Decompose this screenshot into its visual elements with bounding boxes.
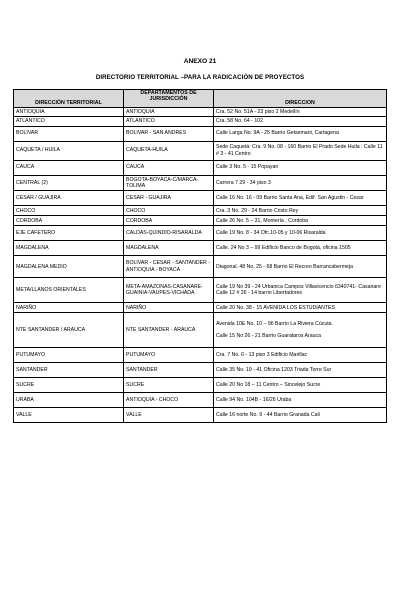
- cell-departments: ANTIOQUIA - CHOCO: [124, 393, 214, 408]
- cell-territorial: CESAR / GUAJIRA: [14, 191, 124, 206]
- cell-address: [214, 226, 387, 241]
- cell-departments: CAQUETA-HUILA: [124, 141, 214, 160]
- table-row: [14, 348, 387, 363]
- cell-address: [214, 206, 387, 216]
- cell-territorial: VALLE: [14, 408, 124, 423]
- cell-departments: MAGDALENA: [124, 241, 214, 256]
- cell-address: [214, 278, 387, 303]
- header-territorial: DIRECCIÓN TERRITORIAL: [14, 90, 124, 108]
- cell-address: [214, 241, 387, 256]
- territorial-directory-table: [13, 89, 387, 423]
- cell-address: [214, 175, 387, 191]
- cell-departments: NARIÑO: [124, 303, 214, 313]
- cell-address: [214, 191, 387, 206]
- cell-territorial: SANTANDER: [14, 363, 124, 378]
- table-row: [14, 160, 387, 175]
- address-line: Calle 19 No. 8 - 34 Ofc.10-05 y 10-06 Risaralda: [216, 230, 326, 237]
- address-line: Cra. 3 No. 29 - 24 Barrio Cristo Rey: [216, 207, 299, 214]
- cell-address: [214, 141, 387, 160]
- table-row: [14, 303, 387, 313]
- annex-title: ANEXO 21: [183, 58, 217, 65]
- cell-address: [214, 256, 387, 278]
- table-row: [14, 378, 387, 393]
- cell-territorial: ANTIOQUIA: [14, 108, 124, 117]
- address-line: Sede Caquetá: Cra. 9 No. 08 - 160 Barrio El Prado Sede Huila : Calle 11 # 3 - 41 Centro: [216, 144, 383, 157]
- cell-territorial: CAQUETA / HUILA: [14, 141, 124, 160]
- cell-territorial: MAGDALENA MEDIO: [14, 256, 124, 278]
- cell-territorial: CORDOBA: [14, 216, 124, 226]
- table-row: [14, 216, 387, 226]
- address-line: Carrera 7 29 - 34 piso 3: [216, 179, 271, 186]
- table-row: [14, 278, 387, 303]
- cell-address: [214, 303, 387, 313]
- cell-territorial: CENTRAL (2): [14, 175, 124, 191]
- cell-territorial: MAGDALENA: [14, 241, 124, 256]
- cell-departments: BOLIVAR - SAN ANDRES: [124, 126, 214, 141]
- header-departments: DEPARTAMENTOS DE JURISDICCIÓN: [124, 90, 214, 108]
- address-line: Calle 20 No 18 – 11 Centro – Sincelejo Sucre: [216, 382, 321, 389]
- table-row: [14, 393, 387, 408]
- cell-departments: BOLIVAR - CESAR - SANTANDER - ANTIOQUIA - BOYACA: [124, 256, 214, 278]
- cell-territorial: EJE CAFETERO: [14, 226, 124, 241]
- cell-address: [214, 117, 387, 126]
- address-line: Calle 16 norte No. 9 - 44 Barrio Granada Cali: [216, 412, 320, 419]
- cell-departments: CORDOBA: [124, 216, 214, 226]
- cell-territorial: PUTUMAYO: [14, 348, 124, 363]
- cell-departments: ANTIOQUIA: [124, 108, 214, 117]
- address-line: Calle Larga No. 9A - 25 Barrio Getsemani, Cartagena: [216, 130, 339, 137]
- cell-territorial: ATLANTICO: [14, 117, 124, 126]
- cell-departments: CESAR - GUAJIRA: [124, 191, 214, 206]
- cell-territorial: META/LLANOS ORIENTALES: [14, 278, 124, 303]
- table-row: [14, 117, 387, 126]
- cell-address: [214, 378, 387, 393]
- cell-departments: SANTANDER: [124, 363, 214, 378]
- cell-departments: NTE SANTANDER - ARAUCA: [124, 313, 214, 348]
- cell-territorial: URABA: [14, 393, 124, 408]
- table-row: [14, 226, 387, 241]
- cell-departments: ATLANTICO: [124, 117, 214, 126]
- cell-territorial: BOLIVAR: [14, 126, 124, 141]
- cell-departments: VALLE: [124, 408, 214, 423]
- table-header-row: [14, 90, 387, 108]
- cell-territorial: CHOCO: [14, 206, 124, 216]
- cell-address: [214, 363, 387, 378]
- table-row: [14, 363, 387, 378]
- table-row: [14, 408, 387, 423]
- document-title: DIRECTORIO TERRITORIAL –PARA LA RADICACIÓN DE PROYECTOS: [95, 74, 305, 81]
- address-line: Calle 3 No. 5 - 15 Popayan: [216, 164, 279, 171]
- cell-address: [214, 408, 387, 423]
- cell-address: [214, 348, 387, 363]
- table-row: [14, 313, 387, 348]
- cell-address: [214, 108, 387, 117]
- table-row: [14, 175, 387, 191]
- address-line: Calle 94 No. 104B - 16/26 Uraba: [216, 397, 292, 404]
- cell-address: [214, 313, 387, 348]
- table-row: [14, 206, 387, 216]
- table-row: [14, 256, 387, 278]
- table-row: [14, 108, 387, 117]
- cell-address: [214, 216, 387, 226]
- cell-departments: PUTUMAYO: [124, 348, 214, 363]
- header-address: DIRECCION: [214, 90, 387, 108]
- cell-departments: META-AMAZONAS-CASANARE-GUAINIA-VAUPES-VICHADA: [124, 278, 214, 303]
- cell-departments: SUCRE: [124, 378, 214, 393]
- address-line: Calle 16 No. 16 - 09 Barrio Santa Ana, Edif. San Agustin - Cesar: [216, 195, 364, 202]
- cell-territorial: NTE SANTANDER / ARAUCA: [14, 313, 124, 348]
- cell-address: [214, 126, 387, 141]
- cell-territorial: CAUCA: [14, 160, 124, 175]
- cell-departments: CALDAS-QUINDIO-RISARALDA: [124, 226, 214, 241]
- address-line: Cra. 58 No. 64 - 102: [216, 118, 264, 125]
- address-line: Cra. 52 No. 51A - 23 piso 2 Medellín: [216, 109, 300, 115]
- table-row: [14, 241, 387, 256]
- address-line: Calle 35 No. 19 - 41 Oficina 1203 Triada Torre Sur: [216, 367, 332, 374]
- address-line: Calle 26 No. 5 – 31, Montería , Cordoba: [216, 217, 308, 224]
- cell-departments: CAUCA: [124, 160, 214, 175]
- table-row: [14, 141, 387, 160]
- address-line: Calle 20 No. 38 - 15 AVENIDA LOS ESTUDIANTES: [216, 304, 335, 311]
- cell-address: [214, 160, 387, 175]
- address-line: Calle 19 No 39 - 24 Urbanica Campos Villavicencio 6340741- Casanare Calle 12 # 26 - 14 barrio Libertadores: [216, 283, 381, 297]
- address-line: Calle 15 No 26 - 21 Barrio Guarataros Arauca: [216, 332, 321, 339]
- address-line: Avenida 10E No. 10 – 96 Barrio La Riviera Cúcuta.: [216, 321, 333, 328]
- cell-territorial: NARIÑO: [14, 303, 124, 313]
- cell-territorial: SUCRE: [14, 378, 124, 393]
- cell-departments: CHOCO: [124, 206, 214, 216]
- table-row: [14, 126, 387, 141]
- cell-departments: BOGOTA-BOYACA-C/MARCA-TOLIMA: [124, 175, 214, 191]
- table-row: [14, 191, 387, 206]
- cell-address: [214, 393, 387, 408]
- address-line: Calle. 24 No 3 – 99 Edificio Banco de Bogotá, oficina 1505: [216, 245, 351, 252]
- address-line: Diagonal. 48 No. 25 - 68 Barrio El Recreo Barrancabermeja: [216, 263, 353, 270]
- address-line: Cra. 7 No. 6 - 13 piso 3 Edificio Marillac: [216, 352, 308, 359]
